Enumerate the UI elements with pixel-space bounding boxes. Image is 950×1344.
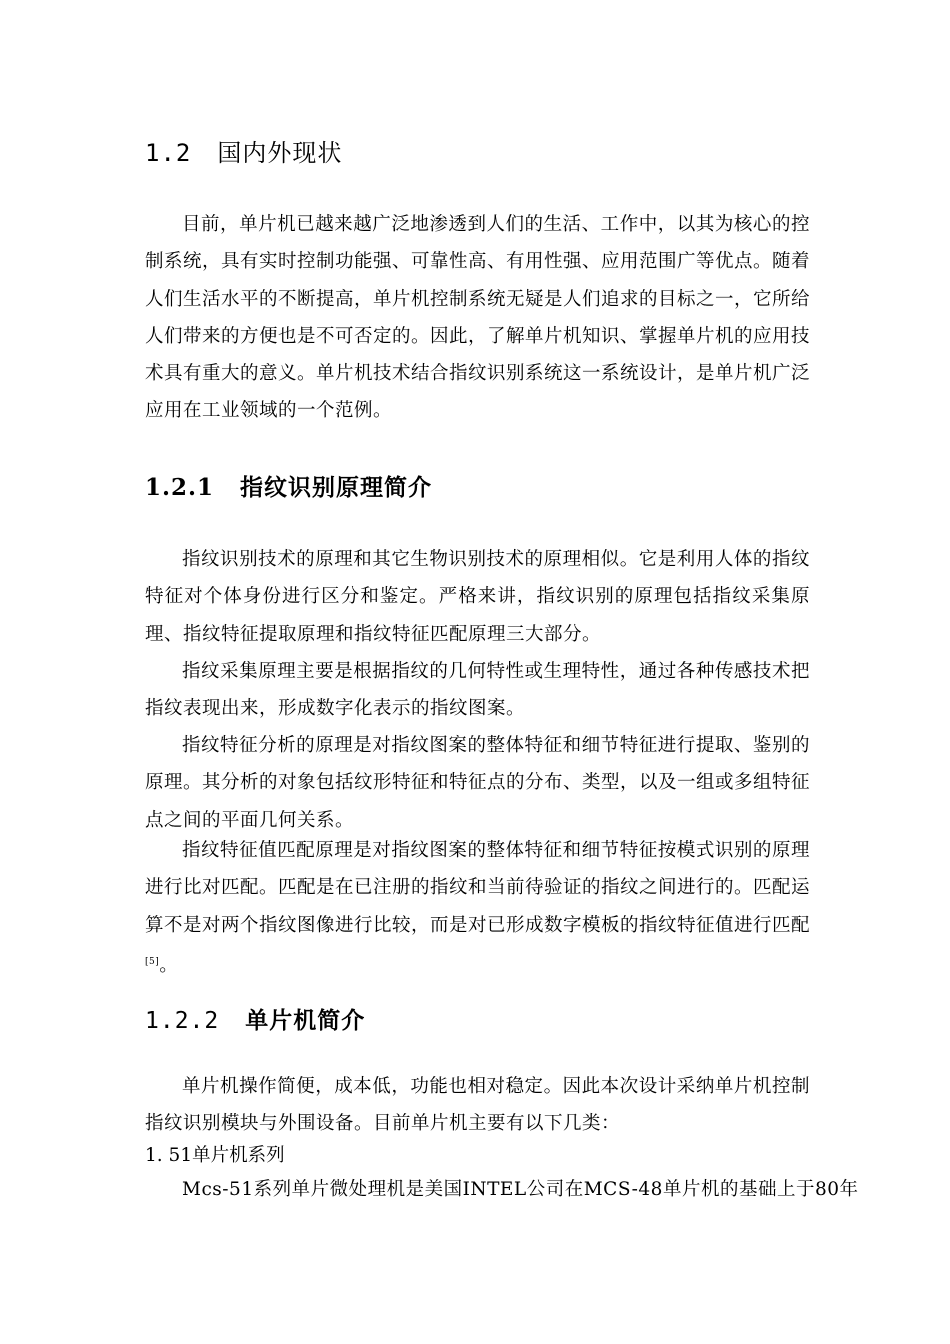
- principle-paragraph-2: 指纹采集原理主要是根据指纹的几何特性或生理特性，通过各种传感技术把指纹表现出来，形成数字化表示的指纹图案。: [145, 661, 810, 720]
- principle-paragraph-4-end: 。: [159, 954, 179, 976]
- list-item-1-number: 1.: [145, 1145, 163, 1166]
- section-paragraph: 目前，单片机已越来越广泛地渗透到人们的生活、工作中，以其为核心的控制系统，具有实时控制功能强、可靠性高、有用性强、应用范围广等优点。随着人们生活水平的不断提高，单片机控制系统无疑是人们追求的目标之一，它所给人们带来的方便也是不可否定的。因此，了解单片机知识、掌握单片机的应用技术具有重大的意义。单片机技术结合指纹识别系统这一系统设计，是单片机广泛应用在工业领域的一个范例。: [145, 214, 811, 422]
- subsection-number-1: 1.2.1: [145, 474, 215, 501]
- mcu-paragraph-1: 单片机操作简便，成本低，功能也相对稳定。因此本次设计采纳单片机控制指纹识别模块与外围设备。目前单片机主要有以下几类：: [145, 1076, 810, 1135]
- mcu-paragraph-2: Mcs-51系列单片微处理机是美国INTEL公司在MCS-48单片机的基础上于80年: [182, 1179, 859, 1200]
- principle-paragraph-4-text: 指纹特征值匹配原理是对指纹图案的整体特征和细节特征按模式识别的原理进行比对匹配。匹配是在已注册的指纹和当前待验证的指纹之间进行的。匹配运算不是对两个指纹图像进行比较，而是对已形成数字模板的指纹特征值进行匹配: [145, 840, 811, 936]
- principle-paragraph-3: 指纹特征分析的原理是对指纹图案的整体特征和细节特征进行提取、鉴别的原理。其分析的对象包括纹形特征和特征点的分布、类型，以及一组或多组特征点之间的平面几何关系。: [145, 735, 811, 831]
- subsection-number-2: 1.2.2: [145, 1008, 220, 1034]
- subsection-heading-1: [145, 469, 432, 502]
- subsection-heading-2: [145, 1002, 365, 1035]
- principle-paragraph-1: 指纹识别技术的原理和其它生物识别技术的原理相似。它是利用人体的指纹特征对个体身份进行区分和鉴定。严格来讲，指纹识别的原理包括指纹采集原理、指纹特征提取原理和指纹特征匹配原理三大部分。: [145, 549, 810, 645]
- section-number: 1.2: [145, 139, 192, 167]
- subsection-title-1: 指纹识别原理简介: [240, 474, 433, 501]
- citation-marker: [5]: [145, 956, 160, 967]
- section-heading: [145, 133, 342, 168]
- list-item-1-label: 51单片机系列: [168, 1145, 285, 1166]
- subsection-title-2: 单片机简介: [245, 1007, 366, 1034]
- section-title: 国内外现状: [217, 139, 343, 167]
- list-item-1: [145, 1141, 285, 1167]
- principle-paragraph-4: [145, 832, 810, 984]
